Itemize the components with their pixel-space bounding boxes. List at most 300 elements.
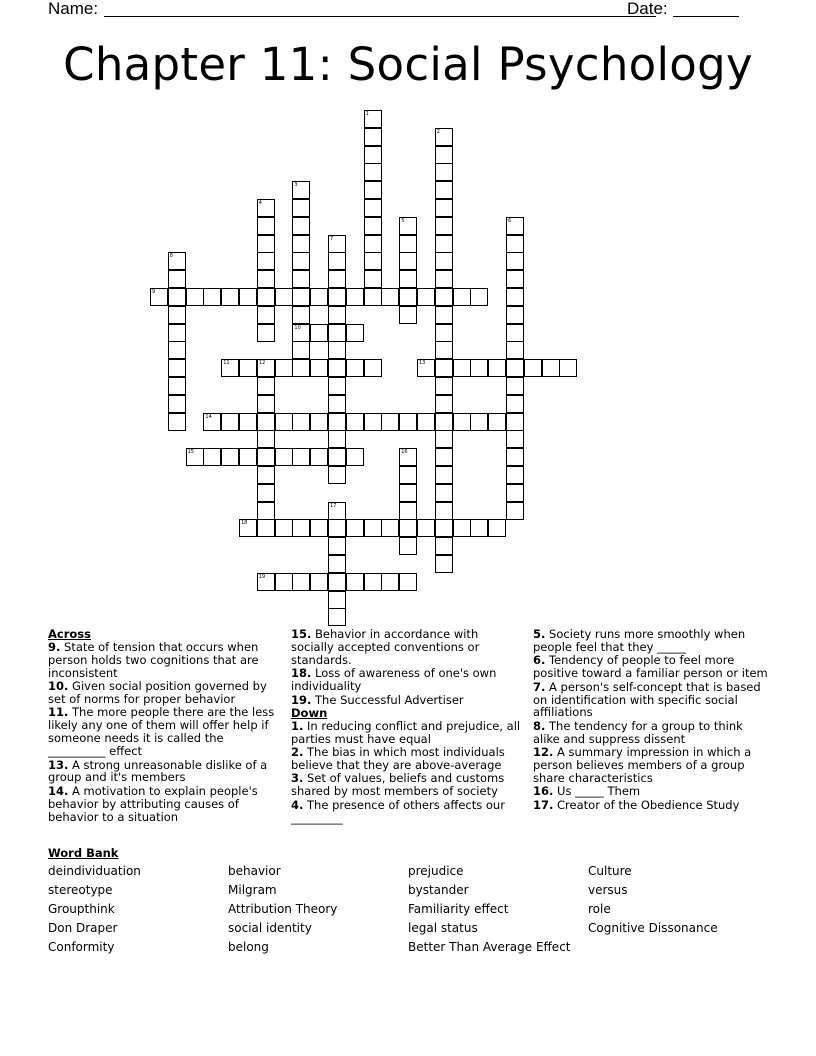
grid-cell[interactable] [364, 288, 382, 306]
grid-cell[interactable] [435, 341, 453, 359]
grid-cell[interactable] [506, 235, 524, 253]
grid-cell[interactable] [399, 235, 417, 253]
grid-cell[interactable] [364, 199, 382, 217]
grid-cell[interactable] [328, 519, 346, 537]
grid-cell[interactable] [470, 413, 488, 431]
grid-cell[interactable] [239, 448, 257, 466]
grid-cell[interactable] [292, 235, 310, 253]
clue-number: 15 [187, 449, 194, 456]
word-bank-item: Better Than Average Effect [408, 940, 571, 954]
grid-cell[interactable] [168, 324, 186, 342]
grid-cell[interactable] [506, 413, 524, 431]
grid-cell[interactable] [488, 413, 506, 431]
grid-cell[interactable] [328, 359, 346, 377]
grid-cell[interactable] [310, 519, 328, 537]
grid-cell[interactable] [221, 448, 239, 466]
clue-number: 4 [258, 200, 262, 206]
grid-cell[interactable] [346, 324, 364, 342]
clue-text: A strong unreasonable dislike of a group and it's members [48, 757, 268, 785]
grid-cell[interactable] [399, 466, 417, 484]
clue-number: 16. [533, 784, 554, 799]
grid-cell[interactable] [435, 484, 453, 502]
grid-cell[interactable] [364, 413, 382, 431]
word-bank-item: legal status [408, 921, 478, 935]
grid-cell[interactable] [168, 252, 186, 270]
clue-number: 2 [436, 128, 440, 135]
grid-cell[interactable] [470, 519, 488, 537]
grid-cell[interactable] [417, 413, 435, 431]
grid-cell[interactable] [470, 359, 488, 377]
grid-cell[interactable] [221, 288, 239, 306]
grid-cell[interactable] [257, 502, 275, 520]
grid-cell[interactable] [399, 448, 417, 466]
clue-number: 14 [205, 413, 212, 420]
grid-cell[interactable] [399, 537, 417, 555]
grid-cell[interactable] [328, 430, 346, 448]
grid-cell[interactable] [435, 199, 453, 217]
grid-cell[interactable] [292, 252, 310, 270]
clue-number: 1. [291, 718, 304, 733]
clue-number: 13 [419, 360, 426, 367]
grid-cell[interactable] [364, 252, 382, 270]
grid-cell[interactable] [221, 413, 239, 431]
grid-cell[interactable] [239, 288, 257, 306]
word-bank-item: Cognitive Dissonance [588, 921, 718, 935]
grid-cell[interactable] [328, 341, 346, 359]
grid-cell[interactable] [257, 484, 275, 502]
clue-number: 10 [294, 324, 301, 331]
down-clue [533, 720, 773, 746]
clue-number: 17. [533, 797, 554, 812]
clue-text: The more people there are the less likely any one of them will offer help if someone needs it is called the __________ effect [48, 705, 275, 759]
grid-cell[interactable] [399, 502, 417, 520]
clue-number: 11. [48, 705, 69, 720]
grid-cell[interactable] [488, 519, 506, 537]
grid-cell[interactable] [435, 359, 453, 377]
grid-cell[interactable] [506, 217, 524, 235]
date-field[interactable] [673, 16, 739, 17]
down-clue [533, 746, 773, 785]
word-bank-item: role [588, 902, 611, 916]
clue-text: Given social position governed by set of norms for proper behavior [48, 679, 267, 707]
grid-cell[interactable] [435, 270, 453, 288]
word-bank-item: social identity [228, 921, 312, 935]
name-field[interactable] [104, 16, 656, 17]
clue-number: 6. [533, 653, 546, 668]
grid-cell[interactable] [328, 537, 346, 555]
grid-cell[interactable] [168, 395, 186, 413]
grid-cell[interactable] [453, 413, 471, 431]
grid-cell[interactable] [399, 217, 417, 235]
grid-cell[interactable] [381, 573, 399, 591]
grid-cell[interactable] [435, 537, 453, 555]
grid-cell[interactable] [470, 288, 488, 306]
grid-cell[interactable] [328, 270, 346, 288]
grid-cell[interactable] [310, 324, 328, 342]
grid-cell[interactable] [186, 288, 204, 306]
grid-cell[interactable] [346, 288, 364, 306]
grid-cell[interactable] [559, 359, 577, 377]
across-clue [48, 785, 276, 824]
grid-cell[interactable] [310, 413, 328, 431]
grid-cell[interactable] [435, 466, 453, 484]
grid-cell[interactable] [257, 324, 275, 342]
grid-cell[interactable] [399, 252, 417, 270]
grid-cell[interactable] [381, 288, 399, 306]
grid-cell[interactable] [168, 377, 186, 395]
grid-cell[interactable] [417, 359, 435, 377]
grid-cell[interactable] [346, 413, 364, 431]
grid-cell[interactable] [346, 448, 364, 466]
grid-cell[interactable] [435, 235, 453, 253]
clue-text: In reducing conflict and prejudice, all parties must have equal [291, 718, 521, 746]
word-bank-item: belong [228, 940, 269, 954]
grid-cell[interactable] [186, 448, 204, 466]
grid-cell[interactable] [399, 573, 417, 591]
grid-cell[interactable] [435, 128, 453, 146]
grid-cell[interactable] [364, 519, 382, 537]
grid-cell[interactable] [292, 324, 310, 342]
clue-number: 3. [291, 771, 304, 786]
word-bank-heading: Word Bank [48, 846, 119, 860]
grid-cell[interactable] [275, 288, 293, 306]
grid-cell[interactable] [435, 519, 453, 537]
grid-cell[interactable] [506, 306, 524, 324]
clue-number: 5. [533, 627, 546, 641]
grid-cell[interactable] [399, 270, 417, 288]
grid-cell[interactable] [328, 502, 346, 520]
down-clue [291, 799, 521, 825]
clue-text: The Successful Advertiser [315, 692, 464, 707]
clue-text: Behavior in accordance with socially accepted conventions or standards. [291, 627, 480, 667]
clue-text: State of tension that occurs when person holds two cognitions that are inconsistent [48, 639, 259, 680]
grid-cell[interactable] [506, 484, 524, 502]
grid-cell[interactable] [292, 306, 310, 324]
clue-number: 18 [241, 520, 248, 527]
across-clue [291, 667, 521, 693]
word-bank-item: Don Draper [48, 921, 118, 935]
across-clue [48, 759, 276, 785]
word-bank-item: Groupthink [48, 902, 115, 916]
clue-number: 9 [152, 289, 156, 295]
grid-cell[interactable] [168, 288, 186, 306]
grid-cell[interactable] [292, 573, 310, 591]
clue-number: 3 [294, 182, 298, 189]
grid-cell[interactable] [310, 448, 328, 466]
clue-text: A person's self-concept that is based on identification with specific social affiliations [533, 679, 761, 720]
word-bank-item: prejudice [408, 864, 464, 878]
grid-cell[interactable] [292, 181, 310, 199]
grid-cell[interactable] [542, 359, 560, 377]
grid-cell[interactable] [364, 359, 382, 377]
clue-number: 10. [48, 679, 69, 694]
word-bank-item: Familiarity effect [408, 902, 509, 916]
grid-cell[interactable] [399, 484, 417, 502]
grid-cell[interactable] [506, 341, 524, 359]
grid-cell[interactable] [364, 163, 382, 181]
grid-cell[interactable] [310, 288, 328, 306]
name-label: Name: [48, 0, 99, 18]
grid-cell[interactable] [435, 288, 453, 306]
grid-cell[interactable] [292, 288, 310, 306]
clue-number: 12. [533, 745, 554, 760]
clue-number: 17 [330, 502, 337, 509]
grid-cell[interactable] [364, 217, 382, 235]
grid-cell[interactable] [203, 288, 221, 306]
grid-cell[interactable] [203, 448, 221, 466]
word-bank-item: versus [588, 883, 628, 897]
grid-cell[interactable] [506, 502, 524, 520]
clue-number: 6 [508, 217, 512, 224]
across-clue [291, 628, 521, 667]
grid-cell[interactable] [417, 288, 435, 306]
grid-cell[interactable] [364, 128, 382, 146]
clue-text: Society runs more smoothly when people feel that they _____ [533, 627, 746, 654]
down-clue [291, 746, 521, 772]
grid-cell[interactable] [292, 413, 310, 431]
clue-number: 4. [291, 797, 304, 812]
grid-cell[interactable] [506, 270, 524, 288]
grid-cell[interactable] [381, 413, 399, 431]
grid-cell[interactable] [506, 448, 524, 466]
grid-cell[interactable] [257, 395, 275, 413]
grid-cell[interactable] [168, 270, 186, 288]
grid-cell[interactable] [292, 341, 310, 359]
grid-cell[interactable] [328, 608, 346, 626]
grid-cell[interactable] [168, 359, 186, 377]
grid-cell[interactable] [364, 110, 382, 128]
down-clue [291, 720, 521, 746]
grid-cell[interactable] [292, 519, 310, 537]
grid-cell[interactable] [346, 573, 364, 591]
grid-cell[interactable] [328, 288, 346, 306]
grid-cell[interactable] [275, 573, 293, 591]
grid-cell[interactable] [310, 359, 328, 377]
grid-cell[interactable] [506, 359, 524, 377]
clue-number: 2. [291, 745, 304, 760]
clue-number: 19. [291, 692, 312, 707]
grid-cell[interactable] [435, 395, 453, 413]
clue-number: 8. [533, 718, 546, 733]
grid-cell[interactable] [506, 288, 524, 306]
clue-number: 7. [533, 679, 546, 694]
down-clue [533, 654, 773, 680]
down-clue [533, 785, 773, 798]
clue-text: The bias in which most individuals believe that they are above-average [291, 745, 505, 773]
clue-text: Tendency of people to feel more positive toward a familiar person or item [533, 653, 768, 681]
grid-cell[interactable] [275, 519, 293, 537]
clue-text: The presence of others affects our _________ [291, 797, 505, 825]
grid-cell[interactable] [239, 519, 257, 537]
grid-cell[interactable] [150, 288, 168, 306]
grid-cell[interactable] [328, 555, 346, 573]
grid-cell[interactable] [435, 324, 453, 342]
word-bank-item: Culture [588, 864, 632, 878]
clue-number: 7 [330, 235, 334, 242]
grid-cell[interactable] [328, 573, 346, 591]
grid-cell[interactable] [257, 270, 275, 288]
clue-number: 11 [223, 360, 230, 367]
clue-number: 12 [258, 360, 266, 367]
grid-cell[interactable] [506, 395, 524, 413]
grid-cell[interactable] [257, 466, 275, 484]
grid-cell[interactable] [417, 519, 435, 537]
down-clue [291, 772, 521, 798]
grid-cell[interactable] [364, 573, 382, 591]
grid-cell[interactable] [257, 252, 275, 270]
grid-cell[interactable] [275, 448, 293, 466]
grid-cell[interactable] [435, 181, 453, 199]
grid-cell[interactable] [292, 270, 310, 288]
grid-cell[interactable] [453, 359, 471, 377]
grid-cell[interactable] [275, 359, 293, 377]
clues-column-1 [48, 628, 276, 824]
across-heading: Across [48, 627, 91, 641]
clue-number: 13. [48, 757, 69, 772]
grid-cell[interactable] [364, 235, 382, 253]
grid-cell[interactable] [168, 413, 186, 431]
grid-cell[interactable] [292, 217, 310, 235]
word-bank [48, 862, 768, 957]
grid-cell[interactable] [328, 395, 346, 413]
down-clue [533, 681, 773, 720]
word-bank-item: bystander [408, 883, 469, 897]
grid-cell[interactable] [257, 217, 275, 235]
clue-number: 19 [258, 573, 266, 580]
grid-cell[interactable] [328, 377, 346, 395]
grid-cell[interactable] [257, 377, 275, 395]
grid-cell[interactable] [506, 377, 524, 395]
grid-cell[interactable] [328, 252, 346, 270]
word-bank-item: Conformity [48, 940, 115, 954]
word-bank-item: stereotype [48, 883, 113, 897]
grid-cell[interactable] [435, 377, 453, 395]
grid-cell[interactable] [435, 448, 453, 466]
clue-number: 15. [291, 627, 312, 641]
grid-cell[interactable] [239, 413, 257, 431]
grid-cell[interactable] [346, 359, 364, 377]
grid-cell[interactable] [257, 359, 275, 377]
grid-cell[interactable] [453, 288, 471, 306]
down-clue [533, 799, 773, 812]
clues-column-3 [533, 628, 773, 812]
grid-cell[interactable] [506, 324, 524, 342]
grid-cell[interactable] [506, 430, 524, 448]
grid-cell[interactable] [435, 217, 453, 235]
grid-cell[interactable] [399, 306, 417, 324]
clue-text: Set of values, beliefs and customs shared by most members of society [291, 771, 505, 799]
grid-cell[interactable] [257, 235, 275, 253]
across-clue [48, 680, 276, 706]
word-bank-item: Attribution Theory [228, 902, 338, 916]
grid-cell[interactable] [257, 430, 275, 448]
grid-cell[interactable] [435, 413, 453, 431]
grid-cell[interactable] [346, 519, 364, 537]
grid-cell[interactable] [257, 519, 275, 537]
clue-number: 9. [48, 639, 61, 654]
clue-text: A summary impression in which a person believes members of a group share characteristics [533, 745, 752, 785]
clue-text: Us _____ Them [557, 784, 641, 799]
grid-cell[interactable] [203, 413, 221, 431]
grid-cell[interactable] [328, 324, 346, 342]
grid-cell[interactable] [435, 252, 453, 270]
grid-cell[interactable] [364, 146, 382, 164]
grid-cell[interactable] [239, 359, 257, 377]
clue-text: The tendency for a group to think alike and suppress dissent [533, 718, 743, 746]
down-heading: Down [291, 705, 328, 720]
grid-cell[interactable] [292, 359, 310, 377]
clue-text: Creator of the Obedience Study [557, 797, 740, 812]
grid-cell[interactable] [364, 181, 382, 199]
grid-cell[interactable] [488, 359, 506, 377]
grid-cell[interactable] [453, 519, 471, 537]
clue-number: 5 [401, 217, 405, 224]
grid-cell[interactable] [328, 235, 346, 253]
across-clue [48, 706, 276, 758]
clue-number: 18. [291, 666, 312, 681]
grid-cell[interactable] [364, 270, 382, 288]
word-bank-item: Milgram [228, 883, 277, 897]
grid-cell[interactable] [399, 288, 417, 306]
across-clue [291, 694, 521, 707]
clue-number: 8 [169, 253, 173, 260]
grid-cell[interactable] [168, 341, 186, 359]
grid-cell[interactable] [381, 519, 399, 537]
grid-cell[interactable] [435, 502, 453, 520]
grid-cell[interactable] [257, 448, 275, 466]
grid-cell[interactable] [292, 448, 310, 466]
grid-cell[interactable] [328, 306, 346, 324]
grid-cell[interactable] [524, 359, 542, 377]
grid-cell[interactable] [435, 430, 453, 448]
word-bank-item: behavior [228, 864, 281, 878]
grid-cell[interactable] [399, 519, 417, 537]
word-bank-item: deindividuation [48, 864, 141, 878]
grid-cell[interactable] [292, 199, 310, 217]
clue-text: A motivation to explain people's behavior by attributing causes of behavior to a situation [48, 783, 258, 824]
grid-cell[interactable] [328, 413, 346, 431]
grid-cell[interactable] [435, 306, 453, 324]
clue-number: 16 [401, 449, 408, 456]
grid-cell[interactable] [399, 413, 417, 431]
grid-cell[interactable] [328, 448, 346, 466]
grid-cell[interactable] [257, 288, 275, 306]
header [48, 0, 748, 22]
down-clue [533, 628, 773, 654]
grid-cell[interactable] [328, 466, 346, 484]
grid-cell[interactable] [275, 413, 293, 431]
clue-number: 14. [48, 783, 69, 798]
clues-column-2 [291, 628, 521, 825]
clue-number: 1 [365, 111, 369, 117]
grid-cell[interactable] [221, 359, 239, 377]
grid-cell[interactable] [435, 163, 453, 181]
date-label: Date: [627, 0, 668, 18]
grid-cell[interactable] [435, 555, 453, 573]
grid-cell[interactable] [257, 573, 275, 591]
grid-cell[interactable] [328, 591, 346, 609]
grid-cell[interactable] [506, 466, 524, 484]
grid-cell[interactable] [310, 573, 328, 591]
grid-cell[interactable] [257, 413, 275, 431]
grid-cell[interactable] [257, 199, 275, 217]
across-clue [48, 641, 276, 680]
grid-cell[interactable] [168, 306, 186, 324]
grid-cell[interactable] [435, 146, 453, 164]
page-title: Chapter 11: Social Psychology [63, 38, 753, 91]
grid-cell[interactable] [257, 306, 275, 324]
grid-cell[interactable] [506, 252, 524, 270]
